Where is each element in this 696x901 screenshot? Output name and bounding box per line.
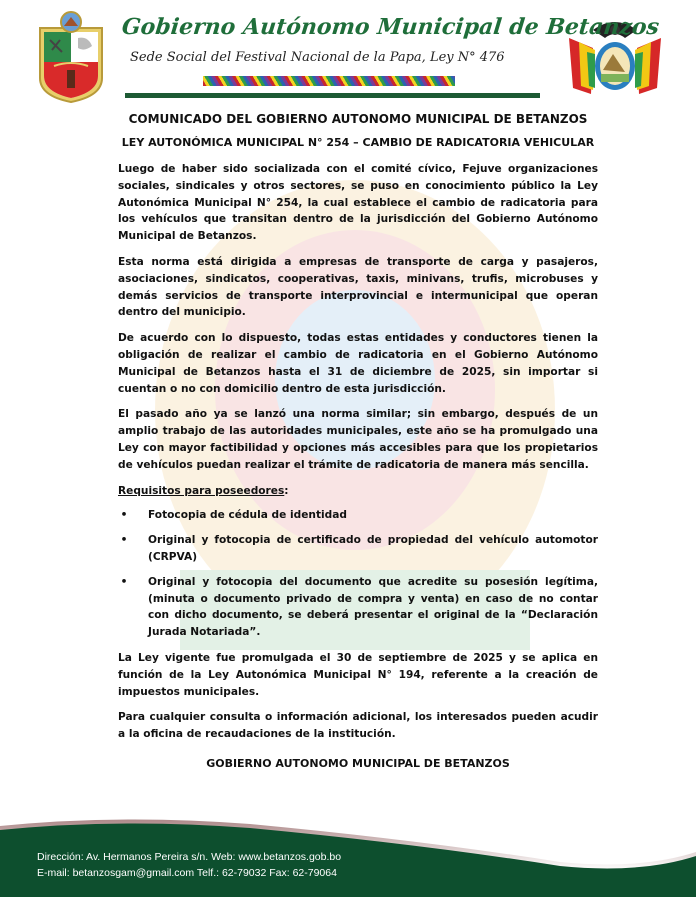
requirement-text: Fotocopia de cédula de identidad bbox=[148, 509, 347, 522]
organization-subtitle: Sede Social del Festival Nacional de la Papa, Ley N° 476 bbox=[130, 50, 505, 65]
requirements-list bbox=[118, 507, 598, 641]
paragraph: Para cualquier consulta o información adicional, los interesados pueden acudir a la oficina de recaudaciones de la institución. bbox=[118, 711, 598, 741]
municipal-coat-of-arms-icon bbox=[34, 8, 108, 104]
aguayo-stripe bbox=[203, 76, 455, 86]
paragraph: De acuerdo con lo dispuesto, todas estas entidades y conductores tienen la obligación de realizar el cambio de radicatoria en el Gobierno Autónomo Municipal de Betanzos hasta el 31 de diciembre de 2025, sin importar si cuentan o no con domicilio dentro de esta jurisdicción. bbox=[118, 332, 598, 395]
footer-contact-line: E-mail: betanzosgam@gmail.com Telf.: 62-79032 Fax: 62-79064 bbox=[37, 867, 337, 879]
requirement-item bbox=[118, 532, 598, 566]
paragraph: La Ley vigente fue promulgada el 30 de septiembre de 2025 y se aplica en función de la Ley Autonómica Municipal N° 194, referente a la creación de impuestos municipales. bbox=[118, 651, 598, 698]
signature-line: GOBIERNO AUTONOMO MUNICIPAL DE BETANZOS bbox=[206, 756, 510, 770]
requirements-title-colon: : bbox=[284, 484, 289, 497]
organization-title: Gobierno Autónomo Municipal de Betanzos bbox=[120, 14, 661, 40]
requirement-item bbox=[118, 507, 598, 524]
paragraph: El pasado año ya se lanzó una norma similar; sin embargo, después de un amplio trabajo de las autoridades municipales, este año se ha promulgado una Ley con mayor factibilidad y opciones más accesibles para que los propietarios de vehículos puedan realizar el trámite de radicatoria de manera más sencilla. bbox=[118, 408, 598, 471]
requirements-title-text: Requisitos para poseedores bbox=[118, 484, 285, 497]
bullet-icon: • bbox=[120, 509, 128, 522]
bullet-icon: • bbox=[120, 575, 128, 588]
requirement-text: Original y fotocopia del documento que acredite su posesión legítima, (minuta o documento privado de compra y venta) en caso de no contar con dicho documento, se deberá presentar el original de la “Declaración Jurada Notariada”. bbox=[148, 575, 598, 639]
bullet-icon: • bbox=[120, 534, 128, 547]
requirements-title bbox=[118, 483, 598, 500]
letterhead bbox=[0, 0, 696, 108]
requirement-text: Original y fotocopia de certificado de propiedad del vehículo automotor (CRPVA) bbox=[148, 534, 598, 563]
communique-heading: COMUNICADO DEL GOBIERNO AUTONOMO MUNICIPAL DE BETANZOS bbox=[128, 112, 588, 126]
communique-subheading: LEY AUTONÓMICA MUNICIPAL N° 254 – CAMBIO DE RADICATORIA VEHICULAR bbox=[121, 136, 595, 149]
paragraph: Luego de haber sido socializada con el comité cívico, Fejuve organizaciones sociales, sindicales y otros sectores, se puso en conocimiento público la Ley Autonómica Municipal N° 254, la cual establece el cambio de radicatoria para los vehículos que transitan dentro de la jurisdicción del Gobierno Autónomo Municipal de Betanzos. bbox=[118, 163, 598, 243]
paragraph: Esta norma está dirigida a empresas de transporte de carga y pasajeros, asociaciones, sindicatos, cooperativas, taxis, minivans, trufis, microbuses y demás servicios de transporte interprovincial e intermunicipal que operan dentro del municipio. bbox=[118, 255, 598, 319]
footer-band bbox=[0, 812, 696, 901]
footer-contact bbox=[37, 849, 341, 881]
requirement-item bbox=[118, 574, 598, 641]
footer-address-line: Dirección: Av. Hermanos Pereira s/n. Web: www.betanzos.gob.bo bbox=[37, 851, 342, 863]
header-rule bbox=[125, 93, 540, 98]
communique-body bbox=[118, 110, 598, 770]
